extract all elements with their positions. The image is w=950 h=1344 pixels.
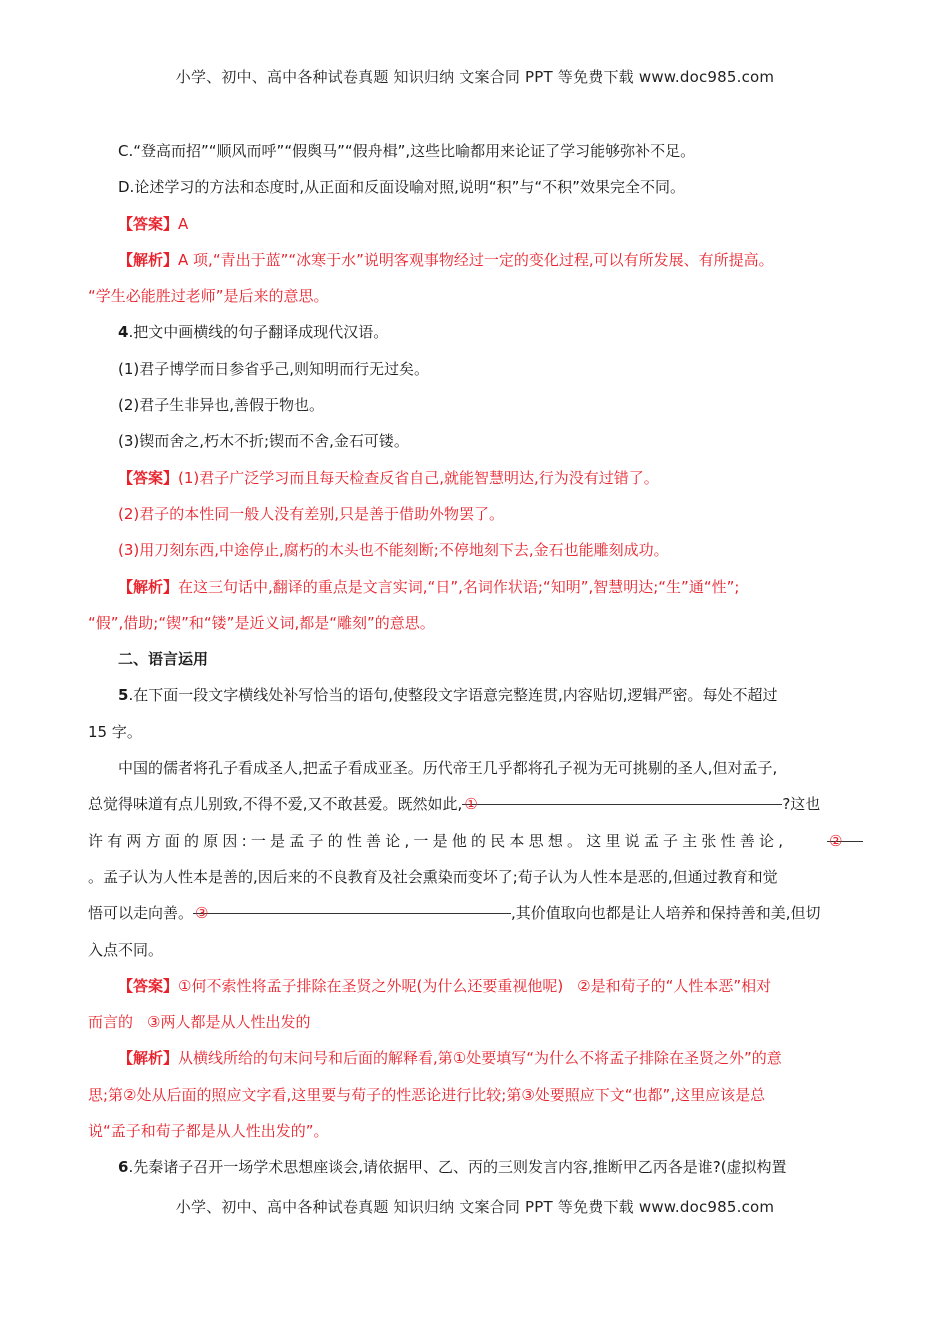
analysis-label: 【解析】 bbox=[118, 577, 179, 596]
q5-passage-line-3 bbox=[88, 823, 863, 859]
q5-passage-line-2 bbox=[88, 786, 863, 822]
q5-analysis-line-1 bbox=[88, 1040, 863, 1076]
page-footer: 小学、初中、高中各种试卷真题 知识归纳 文案合同 PPT 等免费下载 www.doc985.com bbox=[175, 1198, 775, 1216]
q3-analysis-line-2: “学生必能胜过老师”是后来的意思。 bbox=[88, 287, 329, 306]
answer-text-1: ①何不索性将孟子排除在圣贤之外呢(为什么还要重视他呢) bbox=[178, 976, 564, 995]
q4-sentence-2: (2)君子生非异也,善假于物也。 bbox=[118, 396, 325, 415]
q4-answer-2: (2)君子的本性同一般人没有差别,只是善于借助外物罢了。 bbox=[118, 504, 505, 523]
q4-stem-text: .把文中画横线的句子翻译成现代汉语。 bbox=[128, 323, 389, 342]
answer-text-3: ③两人都是从人性出发的 bbox=[147, 1013, 311, 1032]
fill-blank-2[interactable]: ② bbox=[827, 823, 863, 842]
q5-passage-line-1: 中国的儒者将孔子看成圣人,把孟子看成亚圣。历代帝王几乎都将孔子视为无可挑剔的圣人,但对孟子, bbox=[118, 759, 778, 778]
answer-text: A bbox=[178, 214, 189, 233]
passage-text: 许有两方面的原因:一是孟子的性善论,一是他的民本思想。这里说孟子主张性善论, bbox=[88, 831, 788, 850]
q3-analysis-line-1 bbox=[88, 242, 863, 278]
fill-blank-3[interactable]: ③ bbox=[193, 895, 511, 914]
q4-answer-3: (3)用刀刻东西,中途停止,腐朽的木头也不能刻断;不停地刻下去,金石也能雕刻成功。 bbox=[118, 541, 669, 560]
page-header: 小学、初中、高中各种试卷真题 知识归纳 文案合同 PPT 等免费下载 www.doc985.com bbox=[175, 68, 775, 86]
passage-text: 总觉得味道有点儿别致,不得不爱,又不敢甚爱。既然如此, bbox=[88, 795, 463, 814]
analysis-text: A 项,“青出于蓝”“冰寒于水”说明客观事物经过一定的变化过程,可以有所发展、有所提高。 bbox=[178, 250, 774, 269]
analysis-label: 【解析】 bbox=[118, 250, 179, 269]
q3-option-c: C.“登高而招”“顺风而呼”“假舆马”“假舟楫”,这些比喻都用来论证了学习能够弥补不足。 bbox=[118, 142, 696, 160]
analysis-text: 从横线所给的句末问号和后面的解释看,第①处要填写“为什么不将孟子排除在圣贤之外”的意 bbox=[178, 1049, 782, 1068]
q6-stem-text: .先秦诸子召开一场学术思想座谈会,请依据甲、乙、丙的三则发言内容,推断甲乙丙各是谁?(虚拟构置 bbox=[128, 1158, 787, 1177]
q3-option-d: D.论述学习的方法和态度时,从正面和反面设喻对照,说明“积”与“不积”效果完全不同。 bbox=[118, 178, 685, 197]
q5-stem-line-2: 15 字。 bbox=[88, 722, 142, 741]
answer-label: 【答案】 bbox=[118, 468, 179, 487]
q5-passage-line-5 bbox=[88, 895, 863, 931]
q4-sentence-1: (1)君子博学而日参省乎己,则知明而行无过矣。 bbox=[118, 359, 430, 378]
passage-text: ?这也 bbox=[782, 795, 821, 814]
q5-answer-line-2 bbox=[88, 1004, 863, 1040]
fill-blank-1[interactable]: ① bbox=[462, 786, 782, 805]
q5-stem-text: .在下面一段文字横线处补写恰当的语句,使整段文字语意完整连贯,内容贴切,逻辑严密。每处不超过 bbox=[128, 686, 778, 705]
q4-sentence-3: (3)锲而舍之,朽木不折;锲而不舍,金石可镂。 bbox=[118, 432, 409, 451]
q6-stem bbox=[88, 1149, 863, 1185]
q5-analysis-line-2: 思;第②处从后面的照应文字看,这里要与荀子的性恶论进行比较;第③处要照应下文“也都”,这里应该是总 bbox=[88, 1085, 766, 1104]
q4-number: 4 bbox=[118, 323, 129, 342]
analysis-text: 在这三句话中,翻译的重点是文言实词,“日”,名词作状语;“知明”,智慧明达;“生”通“性”; bbox=[178, 577, 740, 596]
q5-passage-line-4: 。孟子认为人性本是善的,因后来的不良教育及社会熏染而变坏了;荀子认为人性本是恶的,但通过教育和觉 bbox=[88, 867, 778, 886]
q5-analysis-line-3: 说“孟子和荀子都是从人性出发的”。 bbox=[88, 1122, 329, 1141]
q5-passage-line-6: 入点不同。 bbox=[88, 940, 164, 959]
section-title: 二、语言运用 bbox=[118, 650, 209, 669]
q3-answer bbox=[88, 206, 863, 242]
q5-stem-line-1 bbox=[88, 677, 863, 713]
passage-text: 悟可以走向善。 bbox=[88, 904, 194, 923]
q5-answer-line-1 bbox=[88, 968, 863, 1004]
analysis-label: 【解析】 bbox=[118, 1049, 179, 1068]
q6-number: 6 bbox=[118, 1158, 129, 1177]
q4-analysis-line-1 bbox=[88, 569, 863, 605]
answer-label: 【答案】 bbox=[118, 976, 179, 995]
q5-number: 5 bbox=[118, 686, 129, 705]
answer-text: (1)君子广泛学习而且每天检查反省自己,就能智慧明达,行为没有过错了。 bbox=[178, 468, 659, 487]
answer-label: 【答案】 bbox=[118, 214, 179, 233]
answer-text-2-end: 而言的 bbox=[88, 1013, 134, 1032]
document-body bbox=[88, 133, 863, 1186]
q4-stem bbox=[88, 314, 863, 350]
q4-analysis-line-2: “假”,借助;“锲”和“镂”是近义词,都是“雕刻”的意思。 bbox=[88, 613, 435, 632]
passage-text: ,其价值取向也都是让人培养和保持善和美,但切 bbox=[511, 904, 821, 923]
answer-text-2: ②是和荀子的“人性本恶”相对 bbox=[577, 976, 772, 995]
q4-answer-1 bbox=[88, 460, 863, 496]
